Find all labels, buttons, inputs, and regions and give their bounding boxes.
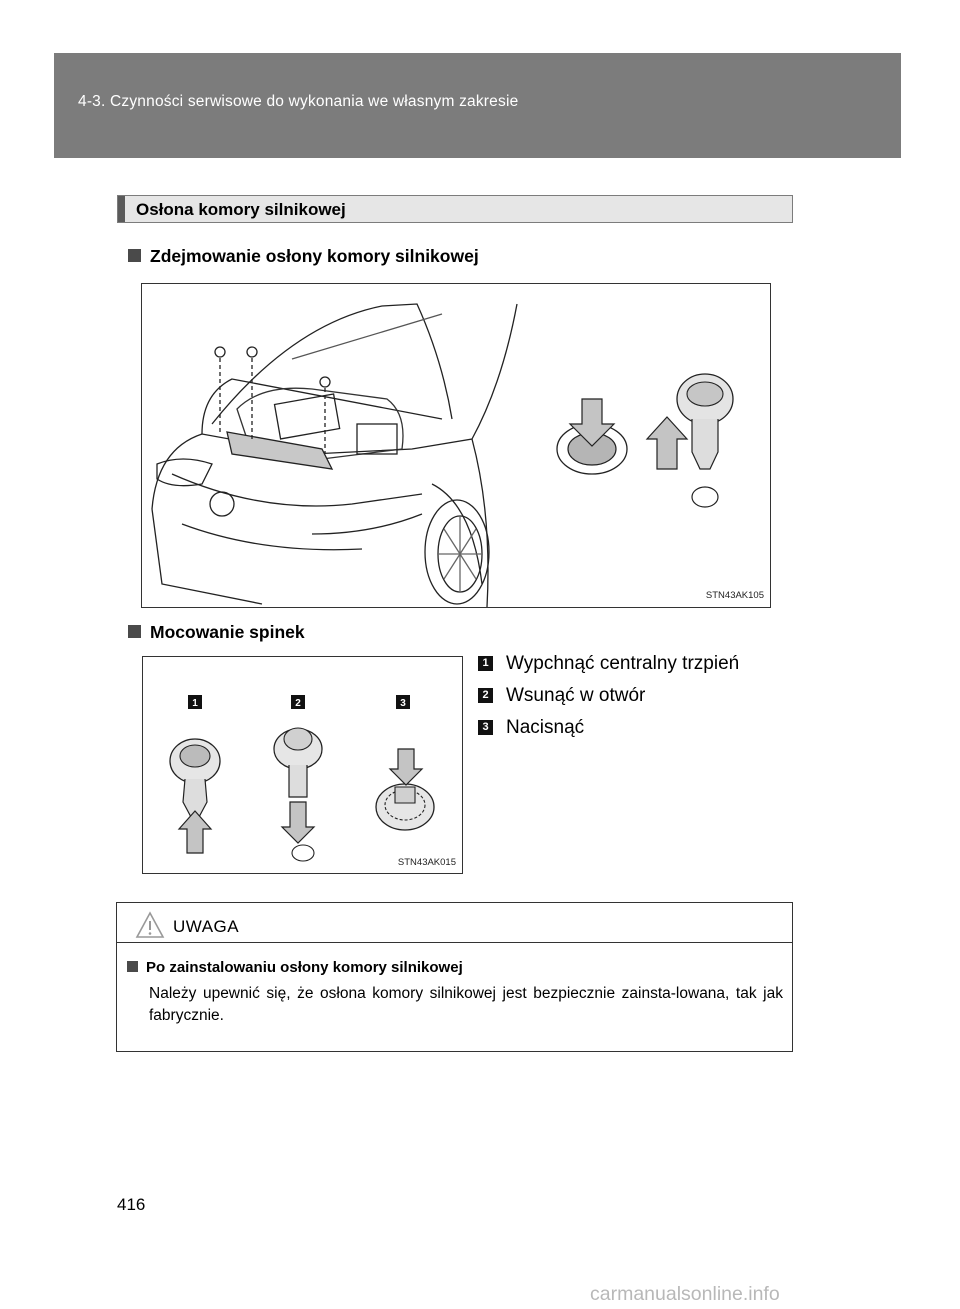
watermark: carmanualsonline.info [590,1283,780,1305]
warning-box [116,902,793,1052]
warning-subtitle [127,959,463,976]
warning-header [117,903,792,943]
engine-cover-figure [141,283,771,608]
chapter-header [54,53,901,158]
clip-install-figure [142,656,463,874]
svg-text:3: 3 [400,698,406,709]
bullet-square-icon [128,249,141,262]
warning-triangle-icon [135,911,165,939]
push-clip-detail [557,399,627,474]
svg-text:1: 1 [192,698,198,709]
subheading-clips-text: Mocowanie spinek [150,622,305,642]
engine-cover-illustration [142,284,770,607]
warning-title: UWAGA [173,917,240,936]
figure-code: STN43AK105 [705,590,764,601]
step-number: 3 [478,720,493,735]
warning-subtitle-text: Po zainstalowaniu osłony komory silnikowej [146,959,463,976]
svg-text:2: 2 [295,698,301,709]
clip-install-illustration [143,657,462,873]
bullet-square-icon [128,625,141,638]
clip-removal-detail [647,374,733,507]
step-number: 2 [478,688,493,703]
bullet-square-icon [127,961,138,972]
figure-code: STN43AK015 [397,857,456,868]
step-text: Wsunąć w otwór [506,685,646,706]
step-text: Wypchnąć centralny trzpień [506,653,740,674]
chapter-title: 4-3. Czynności serwisowe do wykonania we własnym zakresie [78,93,519,110]
step-text: Nacisnąć [506,717,585,738]
section-title: Osłona komory silnikowej [136,200,346,219]
subheading-removal-text: Zdejmowanie osłony komory silnikowej [150,246,479,266]
subheading-removal [128,246,479,267]
subheading-clips [128,622,305,643]
page-number: 416 [117,1195,146,1214]
warning-body: Należy upewnić się, że osłona komory silnikowej jest bezpiecznie zainsta-lowana, tak jak fabrycznie. [149,985,783,1024]
section-title-bar [118,196,125,222]
step-number: 1 [478,656,493,671]
section-title-box [117,195,793,223]
